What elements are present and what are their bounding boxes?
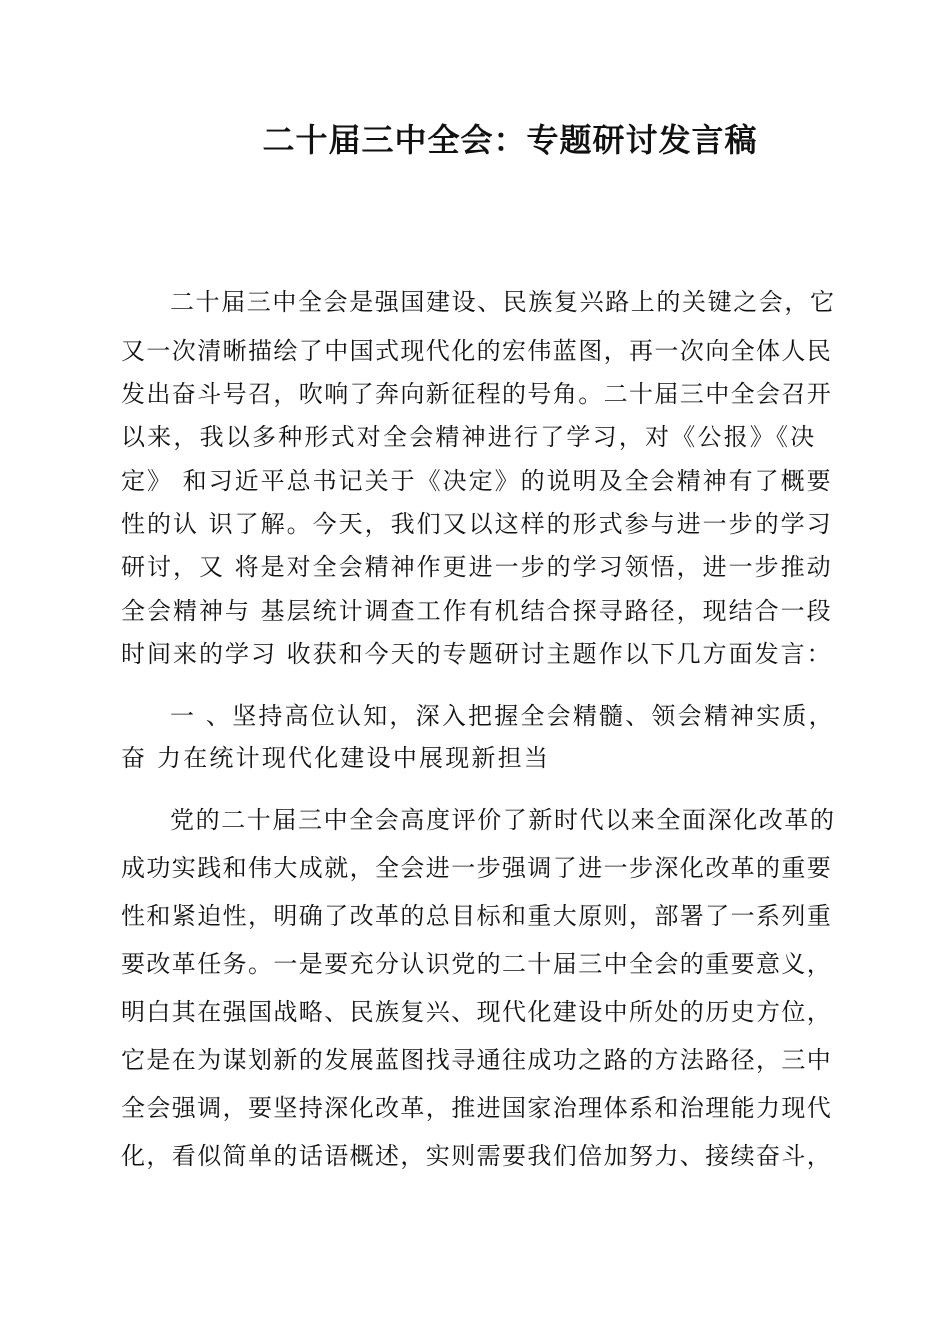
paragraph-line: 党的二十届三中全会高度评价了新时代以来全面深化改革的 [170,806,836,834]
paragraph-line: 以来，我以多种形式对全会精神进行了学习，对《公报》《决 [121,423,817,451]
paragraph-line: 研讨，又 将是对全会精神作更进一步的学习领悟，进一步推动 [121,553,833,581]
section-heading-line: 一 、坚持高位认知，深入把握全会精髓、领会精神实质， [170,702,835,730]
paragraph-line: 要改革任务。一是要充分认识党的二十届三中全会的重要意义， [121,950,833,978]
paragraph-line: 全会强调，要坚持深化改革，推进国家治理体系和治理能力现代 [121,1094,833,1122]
document-title: 二十届三中全会：专题研讨发言稿 [262,121,758,159]
paragraph-line: 成功实践和伟大成就，全会进一步强调了进一步深化改革的重要 [121,854,833,882]
paragraph-line: 性和紧迫性，明确了改革的总目标和重大原则，部署了一系列重 [121,902,833,930]
paragraph-line: 化，看似简单的话语概述，实则需要我们倍加努力、接续奋斗， [121,1142,833,1170]
section-heading-line: 奋 力在统计现代化建设中展现新担当 [121,744,551,772]
paragraph-line: 性的认 识了解。今天，我们又以这样的形式参与进一步的学习 [121,510,833,538]
paragraph-line: 全会精神与 基层统计调查工作有机结合探寻路径，现结合一段 [121,597,833,625]
paragraph-line: 时间来的学习 收获和今天的专题研讨主题作以下几方面发言： [121,640,833,668]
paragraph-line: 又一次清晰描绘了中国式现代化的宏伟蓝图，再一次向全体人民 [121,337,833,365]
paragraph-line: 它是在为谋划新的发展蓝图找寻通往成功之路的方法路径，三中 [121,1046,833,1074]
paragraph-line: 明白其在强国战略、民族复兴、现代化建设中所处的历史方位， [121,998,833,1026]
paragraph-line: 定》 和习近平总书记关于《决定》的说明及全会精神有了概要 [121,467,833,495]
paragraph-line: 二十届三中全会是强国建设、民族复兴路上的关键之会，它 [170,288,836,316]
paragraph-line: 发出奋斗号召，吹响了奔向新征程的号角。二十届三中全会召开 [121,380,833,408]
